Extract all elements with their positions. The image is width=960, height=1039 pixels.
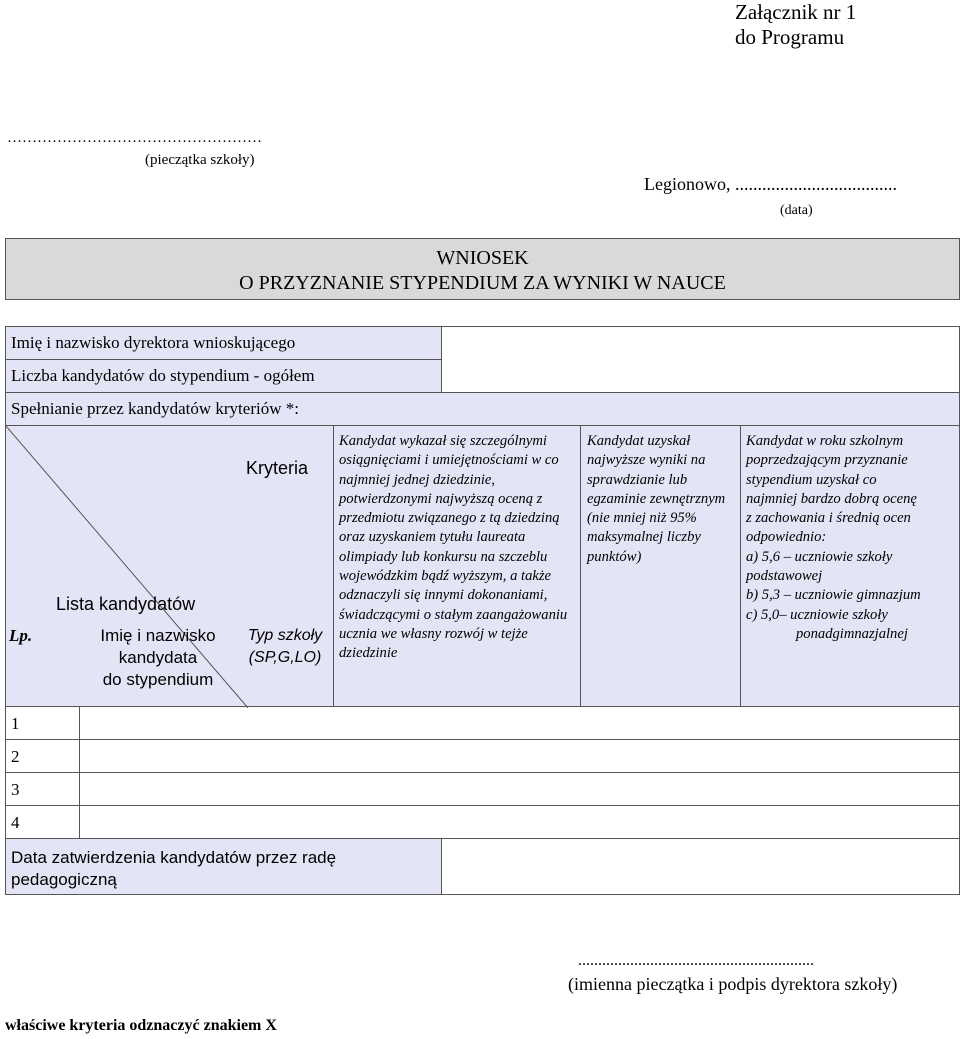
criterion-2: Kandydat uzyskał najwyższe wyniki na sprawdzianie lub egzaminie zewnętrznym (nie mniej niż 95% maksymalnej liczby punktów) xyxy=(580,425,741,707)
criterion-3-line: c) 5,0– uczniowie szkoły xyxy=(746,606,888,623)
footnote: właściwe kryteria odznaczyć znakiem X xyxy=(5,1017,277,1034)
annex-label xyxy=(735,0,856,50)
signature-dots: ........................................................... xyxy=(578,952,814,969)
row-input[interactable] xyxy=(79,772,960,806)
title-line2: O PRZYZNANIE STYPENDIUM ZA WYNIKI W NAUCE xyxy=(239,272,726,294)
criterion-1: Kandydat wykazał się szczególnymi osiągnięciami i umiejętnościami w co najmniej jednej dziedzinie, potwierdzonymi najwyższą oceną z przedmiotu związanego z tą dziedziną oraz uzyskaniem tytułu laureata olimpiady lub konkursu na szczeblu wojewódzkim bądź wyższym, a także odznaczyli się innymi dokonaniami, świadczącymi o stałym zaangażowaniu ucznia we własny rozwój w tejże dziedzinie xyxy=(333,425,581,707)
director-label: Imię i nazwisko dyrektora wnioskującego xyxy=(5,326,442,360)
date-label: (data) xyxy=(780,203,813,218)
row-number: 4 xyxy=(5,805,80,839)
criterion-3-line: podstawowej xyxy=(746,568,823,585)
row-number: 1 xyxy=(5,706,80,740)
school-type-header: Typ szkoły (SP,G,LO) xyxy=(247,627,323,666)
criterion-3-line: a) 5,6 – uczniowie szkoły xyxy=(746,548,893,565)
criterion-3-line: odpowiednio: xyxy=(746,529,827,546)
lp-label: Lp. xyxy=(9,626,33,645)
city-date: Legionowo, .................................... xyxy=(644,174,897,194)
title-box xyxy=(5,238,960,300)
lista-label: Lista kandydatów xyxy=(56,594,196,614)
criteria-label: Spełnianie przez kandydatów kryteriów *: xyxy=(5,392,960,426)
row-input[interactable] xyxy=(79,805,960,839)
criterion-3-line: stypendium uzyskał co xyxy=(746,471,877,488)
criterion-3-line: z zachowania i średnią ocen xyxy=(746,510,911,527)
stamp-dots: …………………………………………… xyxy=(7,130,262,146)
criterion-3-line: poprzedzającym przyznanie xyxy=(746,452,908,469)
annex-line1: Załącznik nr 1 xyxy=(735,0,857,24)
count-label: Liczba kandydatów do stypendium - ogółem xyxy=(5,359,442,393)
criterion-3 xyxy=(740,425,960,707)
director-count-input[interactable] xyxy=(441,326,960,393)
kryteria-label: Kryteria xyxy=(246,458,309,478)
criterion-3-line: ponadgimnazjalnej xyxy=(796,625,908,642)
criterion-3-line: b) 5,3 – uczniowie gimnazjum xyxy=(746,587,921,604)
title-line1: WNIOSEK xyxy=(436,247,529,269)
criterion-3-line: Kandydat w roku szkolnym xyxy=(746,433,904,449)
approval-date-input[interactable] xyxy=(441,838,960,895)
signature-label: (imienna pieczątka i podpis dyrektora szkoły) xyxy=(568,974,898,994)
annex-line2: do Programu xyxy=(735,25,845,49)
row-number: 2 xyxy=(5,739,80,773)
row-input[interactable] xyxy=(79,739,960,773)
stamp-label: (pieczątka szkoły) xyxy=(145,152,255,168)
criteria-header-cell xyxy=(5,425,334,707)
row-input[interactable] xyxy=(79,706,960,740)
row-number: 3 xyxy=(5,772,80,806)
approval-label: Data zatwierdzenia kandydatów przez radę pedagogiczną xyxy=(5,838,442,895)
name-column-header: Imię i nazwisko kandydata do stypendium xyxy=(100,626,216,689)
criterion-3-line: najmniej bardzo dobrą ocenę xyxy=(746,490,917,507)
